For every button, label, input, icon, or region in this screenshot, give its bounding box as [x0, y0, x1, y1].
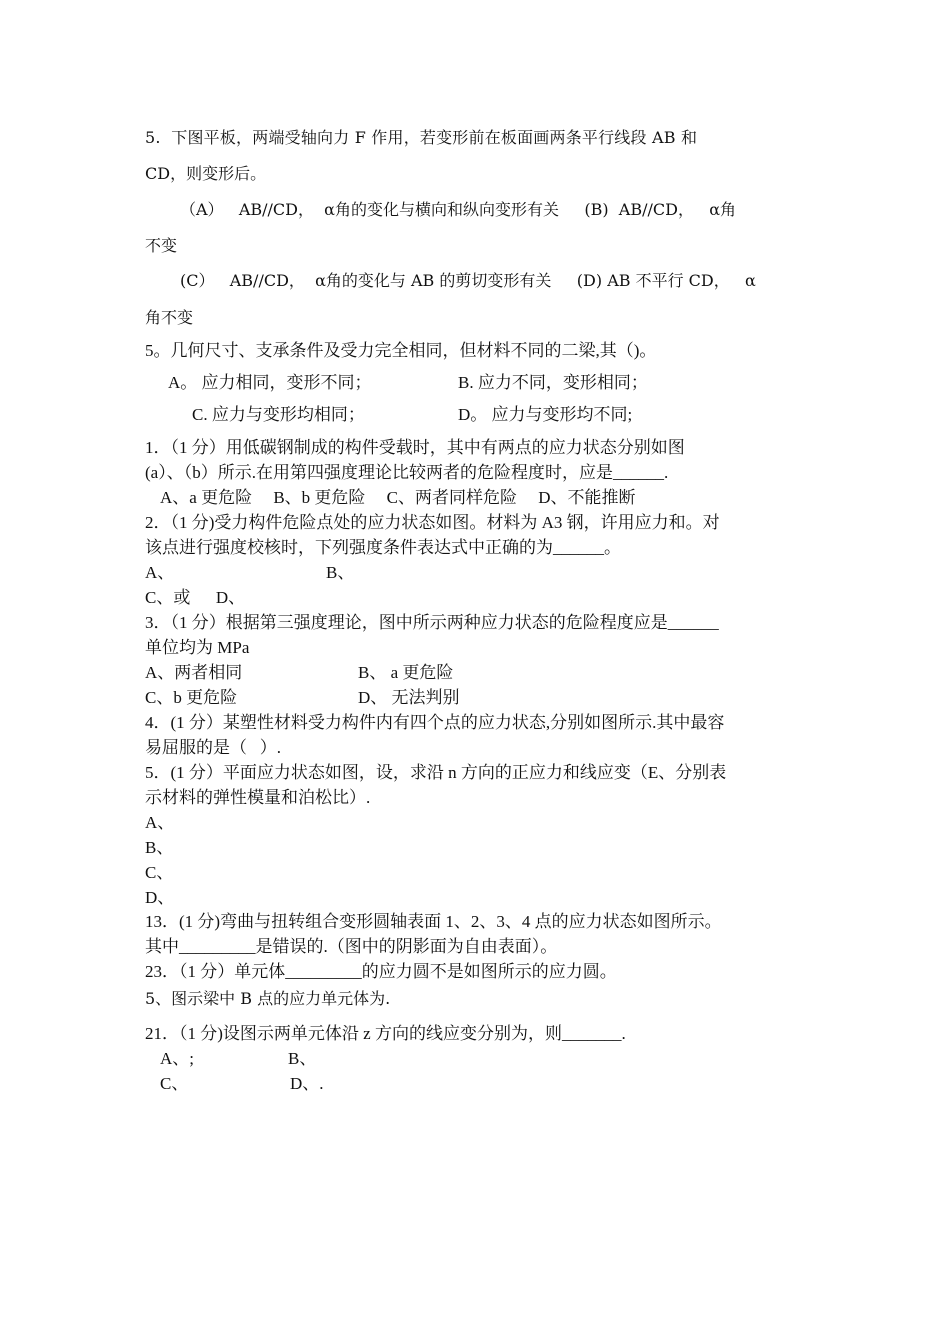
- option-a: A。 应力相同，变形不同；: [168, 373, 372, 392]
- question-1-stem-line2: (a）、（b）所示.在用第四强度理论比较两者的危险程度时，应是______.: [145, 463, 669, 482]
- question-5-plane-stress-stem-line1: 5．(1 分）平面应力状态如图，设，求沿 n 方向的正应力和线应变（E、分别表: [145, 763, 727, 782]
- option-b: B. 应力不同，变形相同；: [458, 373, 648, 392]
- option-b-continuation: 不变: [145, 236, 178, 255]
- question-3-option-b: B、 a 更危险: [358, 663, 454, 682]
- option-c-d-line: (C） AB//CD， α角的变化与 AB 的剪切变形有关 (D) AB 不平行 CD， α: [180, 271, 756, 290]
- question-2-options-c-d: C、或 D、: [145, 588, 246, 607]
- question-3-stem-line2: 单位均为 MPa: [145, 638, 250, 657]
- option-a-b-line: （A） AB//CD， α角的变化与横向和纵向变形有关 (B) AB//CD， α角: [180, 200, 737, 219]
- option-d: D。 应力与变形均不同;: [458, 405, 633, 424]
- question-21-option-d: D、.: [290, 1074, 324, 1093]
- question-5-plane-stress-option-b: B、: [145, 838, 174, 857]
- question-4-stem-line2: 易屈服的是（ ）.: [145, 738, 281, 757]
- option-c: C. 应力与变形均相同；: [192, 405, 365, 424]
- question-5-plane-stress-stem-line2: 示材料的弹性模量和泊松比）.: [145, 788, 371, 807]
- question-5-beam-b-stem: 5、图示梁中 B 点的应力单元体为.: [145, 989, 391, 1008]
- option-d-continuation: 角不变: [145, 308, 194, 327]
- question-5-plane-stress-option-d: D、: [145, 888, 175, 907]
- question-1-stem-line1: 1．（1 分）用低碳钢制成的构件受载时，其中有两点的应力状态分别如图: [145, 438, 685, 457]
- question-1-options: A、a 更危险 B、b 更危险 C、两者同样危险 D、不能推断: [160, 488, 636, 507]
- question-5-beams-stem: 5。几何尺寸、支承条件及受力完全相同，但材料不同的二梁,其（)。: [145, 341, 657, 360]
- question-21-option-a: A、;: [160, 1049, 194, 1068]
- question-5-plane-stress-option-c: C、: [145, 863, 174, 882]
- question-5-plate-stem-line2: CD，则变形后。: [145, 164, 267, 183]
- question-4-stem-line1: 4．(1 分）某塑性材料受力构件内有四个点的应力状态,分别如图所示.其中最容: [145, 713, 725, 732]
- question-3-stem-line1: 3．（1 分）根据第三强度理论，图中所示两种应力状态的危险程度应是______: [145, 613, 719, 632]
- question-23-stem: 23．（1 分）单元体_________的应力圆不是如图所示的应力圆。: [145, 962, 617, 981]
- question-21-option-c: C、: [160, 1074, 189, 1093]
- question-2-option-b: B、: [326, 563, 355, 582]
- question-13-stem-line2: 其中_________是错误的.（图中的阴影面为自由表面）。: [145, 937, 558, 956]
- question-2-option-a: A、: [145, 563, 175, 582]
- question-3-option-a: A、两者相同: [145, 663, 243, 682]
- question-3-option-c: C、b 更危险: [145, 688, 238, 707]
- question-2-stem-line2: 该点进行强度校核时，下列强度条件表达式中正确的为______。: [145, 538, 621, 557]
- question-5-plate-stem-line1: 5. 下图平板，两端受轴向力 F 作用，若变形前在板面画两条平行线段 AB 和: [145, 128, 698, 147]
- question-2-stem-line1: 2．（1 分)受力构件危险点处的应力状态如图。材料为 A3 钢，许用应力和。对: [145, 513, 720, 532]
- question-13-stem-line1: 13．(1 分)弯曲与扭转组合变形圆轴表面 1、2、3、4 点的应力状态如图所示。: [145, 912, 722, 931]
- question-5-plane-stress-option-a: A、: [145, 813, 175, 832]
- question-21-option-b: B、: [288, 1049, 317, 1068]
- question-3-option-d: D、 无法判别: [358, 688, 460, 707]
- question-21-stem: 21．（1 分)设图示两单元体沿 z 方向的线应变分别为，则_______.: [145, 1024, 626, 1043]
